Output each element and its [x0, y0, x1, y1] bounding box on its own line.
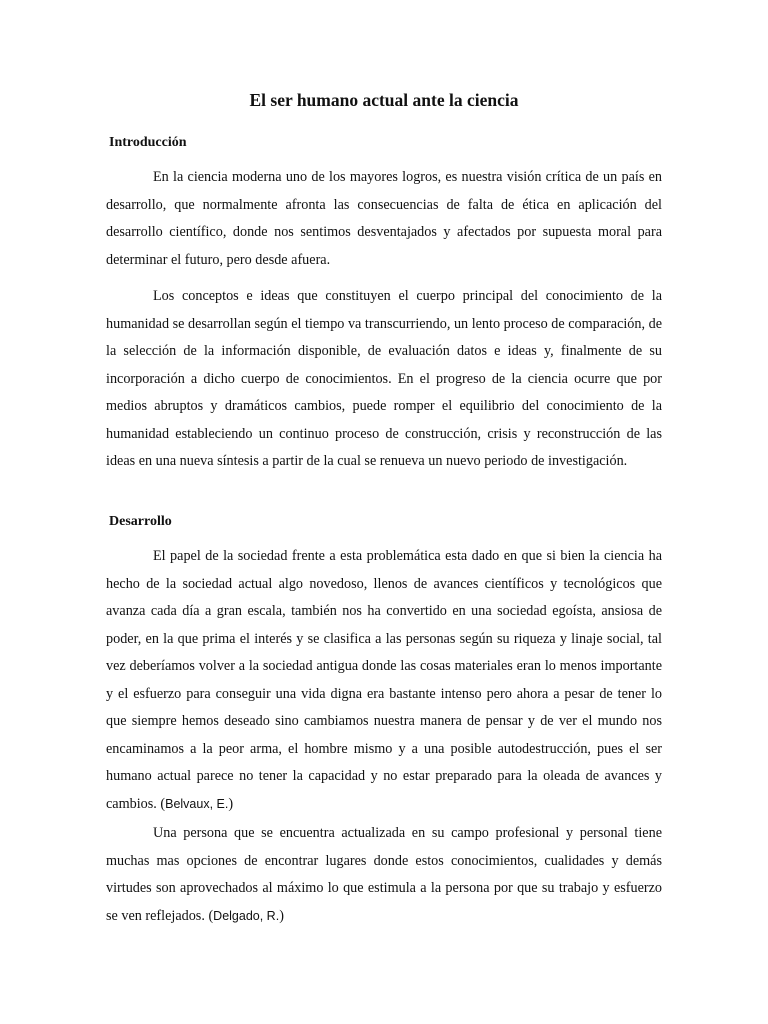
paragraph-text: Una persona que se encuentra actualizada en su campo profesional y personal tiene muchas mas opciones de encontrar lugares donde estos conocimientos, cualidades y demás virtudes son aprovechados al máximo lo que estimula a la persona por que su trabajo y esfuerzo se ven reflejados.	[106, 825, 662, 924]
paragraph-text: En la ciencia moderna uno de los mayores logros, es nuestra visión crítica de un país en desarrollo, que normalmente afronta las consecuencias de falta de ética en aplicación del desarrollo científico, donde nos sentimos desventajados y afectados por supuesta moral para determinar el futuro, pero desde afuera.	[106, 169, 662, 268]
paragraph-intro-2	[106, 283, 662, 476]
citation-delgado: Delgado, R.	[213, 908, 280, 923]
paragraph-text: El papel de la sociedad frente a esta problemática esta dado en que si bien la ciencia ha hecho de la sociedad actual algo novedoso, llenos de avances científicos y tecnológicos que avanza cada día a gran escala, también nos ha convertido en una sociedad egoísta, ansiosa de poder, en la que prima el interés y se clasifica a las personas según su riqueza y linaje social, tal vez deberíamos volver a la sociedad antigua donde las cosas materiales eran lo menos importante y el esfuerzo para conseguir una vida digna era bastante intenso pero ahora a pesar de tener lo que siempre hemos deseado sino cambiamos nuestra manera de pensar y de ver el mundo nos encaminamos a la peor arma, el hombre mismo y a una posible autodestrucción, pues el ser humano actual parece no tener la capacidad y no estar preparado para la oleada de avances y cambios.	[106, 548, 662, 812]
citation-open: (	[204, 907, 214, 924]
paragraph-desarrollo-2	[106, 820, 662, 930]
citation-close: )	[228, 795, 234, 812]
citation-open: (	[156, 795, 166, 812]
paragraph-desarrollo-1	[106, 543, 662, 818]
paragraph-text: Los conceptos e ideas que constituyen el cuerpo principal del conocimiento de la humanidad se desarrollan según el tiempo va transcurriendo, un lento proceso de comparación, de la selección de la información disponible, de evaluación datos e ideas y, finalmente de su incorporación a dicho cuerpo de conocimientos. En el progreso de la ciencia ocurre que por medios abruptos y dramáticos cambios, puede romper el equilibrio del conocimiento de la humanidad estableciendo un continuo proceso de construcción, crisis y reconstrucción de las ideas en una nueva síntesis a partir de la cual se renueva un nuevo periodo de investigación.	[106, 288, 662, 469]
citation-belvaux: Belvaux, E.	[165, 796, 229, 811]
citation-close: )	[279, 907, 284, 924]
section-heading-desarrollo: Desarrollo	[109, 514, 172, 529]
paragraph-intro-1	[106, 164, 662, 274]
document-title: El ser humano actual ante la ciencia	[249, 90, 519, 110]
section-heading-introduccion: Introducción	[109, 135, 187, 150]
